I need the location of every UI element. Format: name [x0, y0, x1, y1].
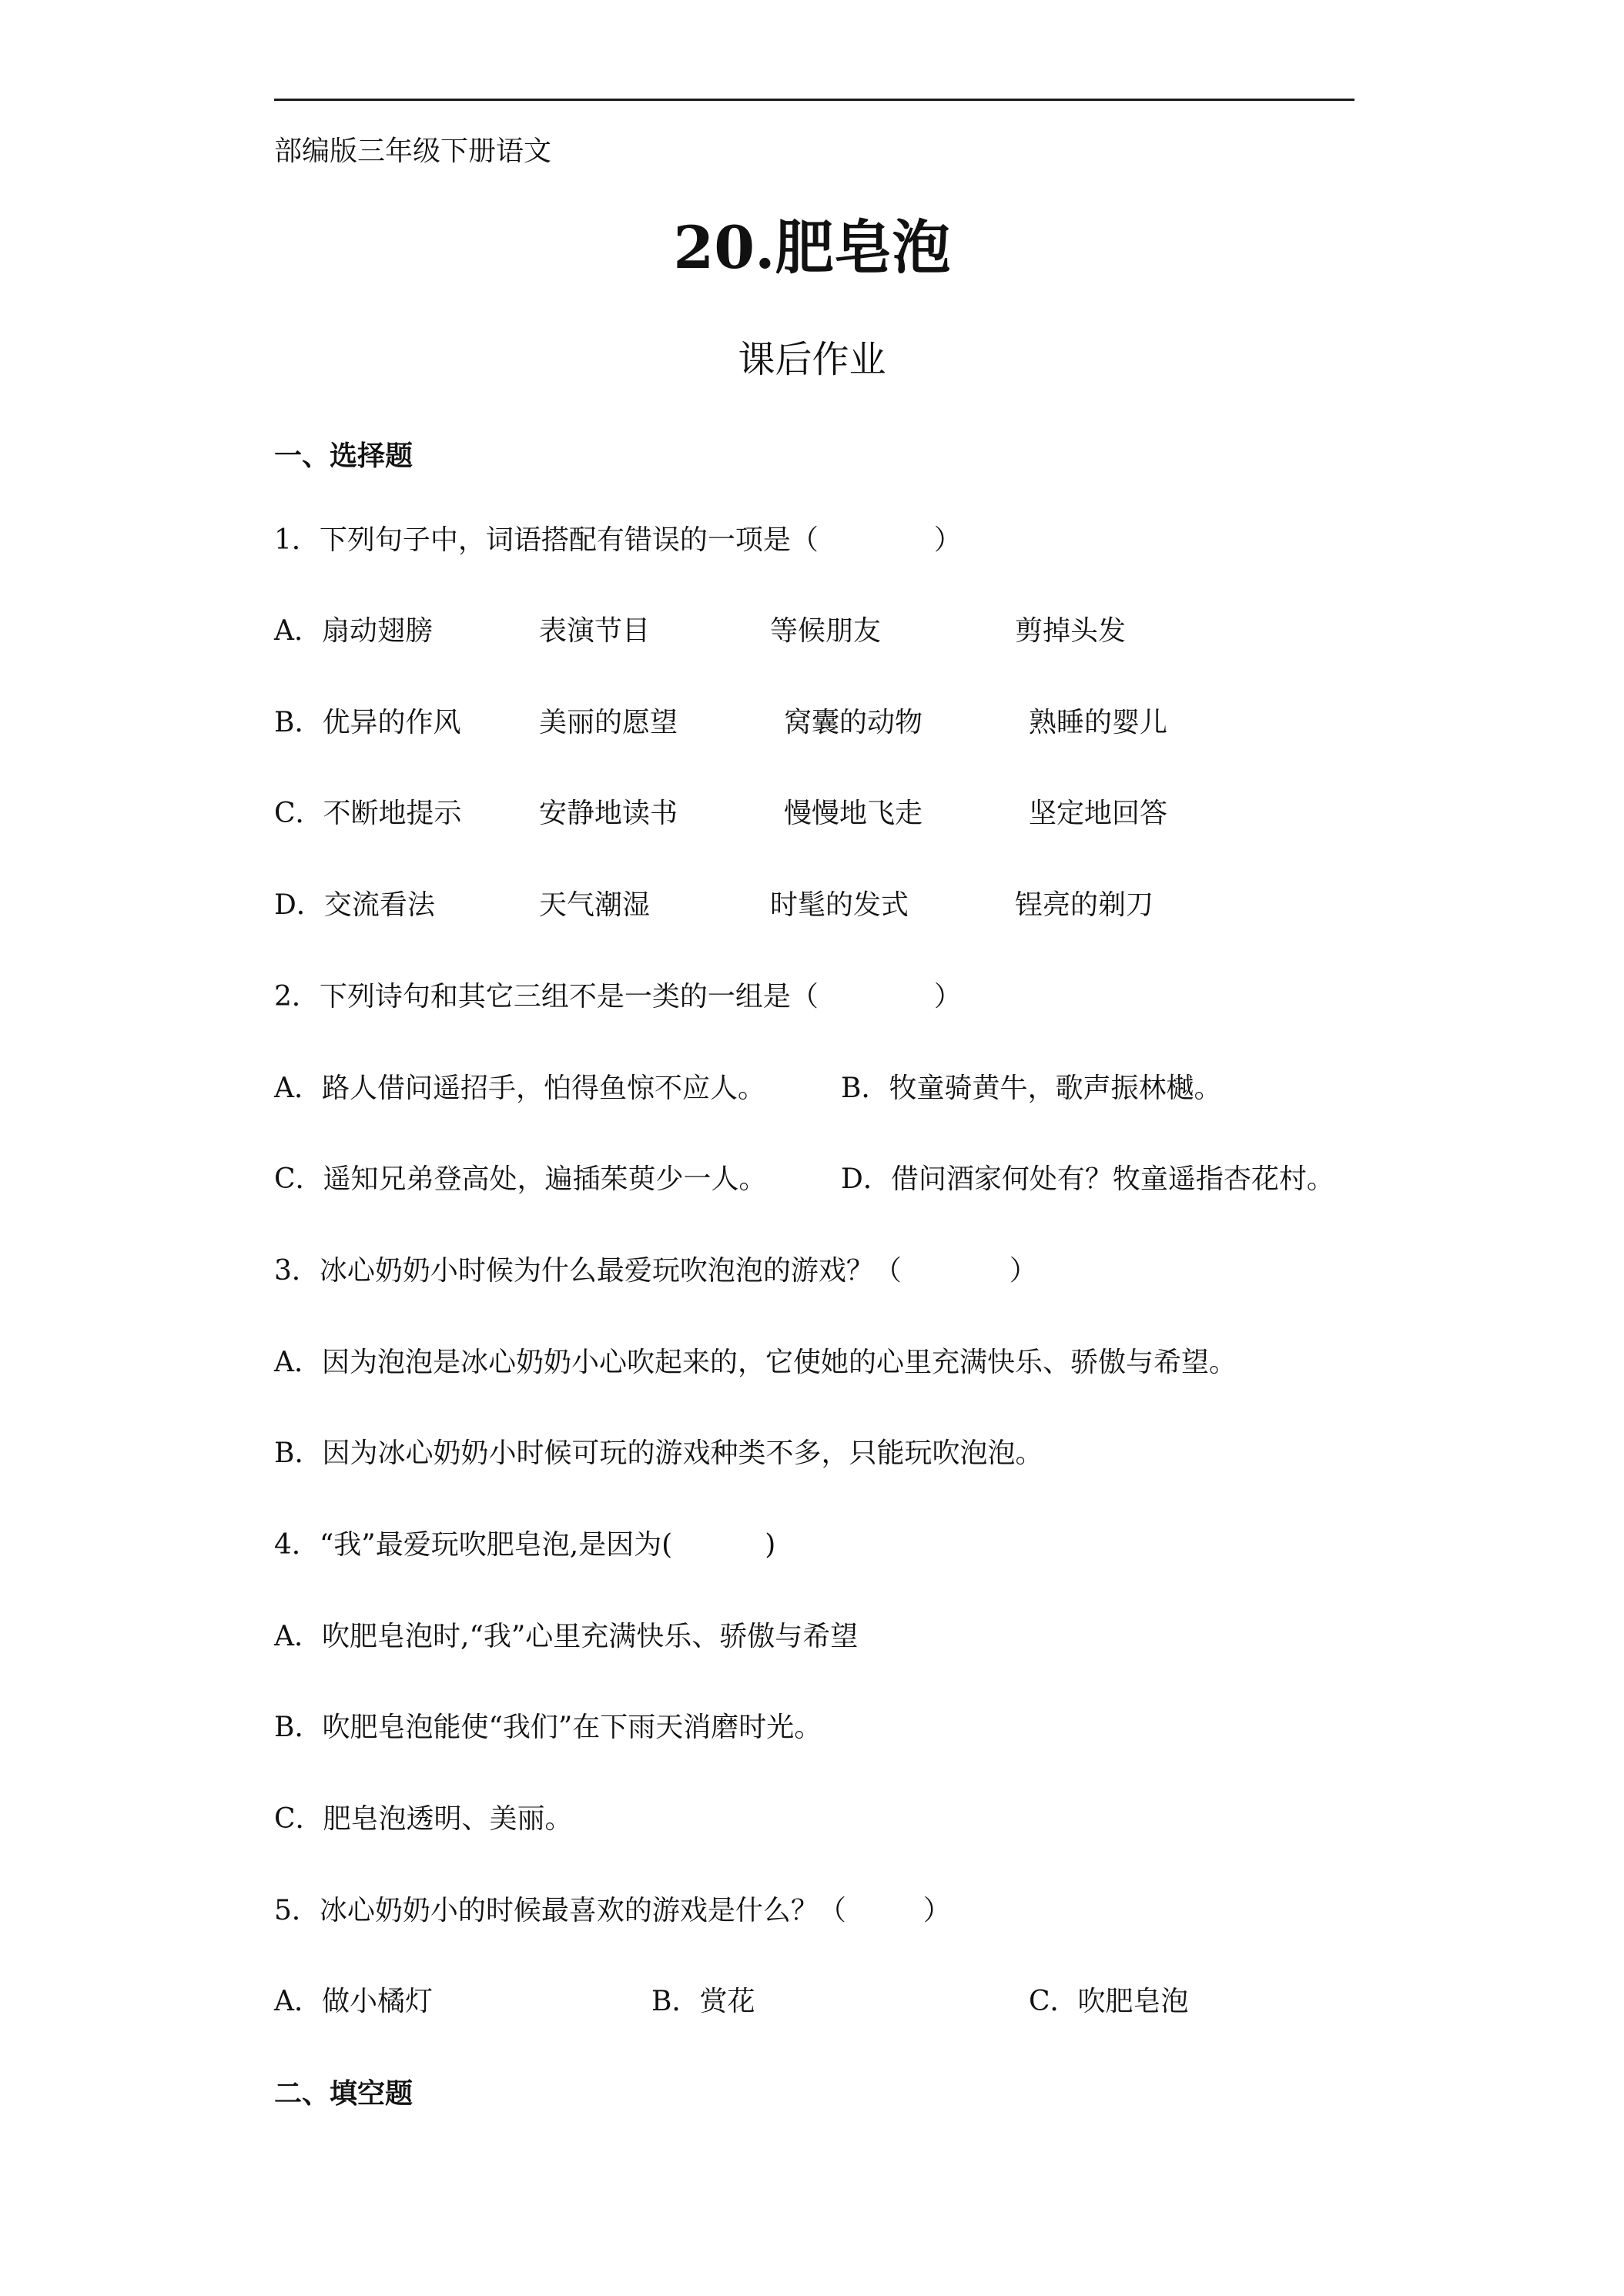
question-1-stem: 1．下列句子中，词语搭配有错误的一项是（ ）	[274, 524, 962, 556]
q1-option-c-label: C．不断地提示	[274, 798, 462, 829]
q1-option-a-word: 剪掉头发	[1015, 615, 1127, 647]
q1-option-a-label: A．扇动翅膀	[274, 615, 433, 647]
q4-option-b: B．吹肥皂泡能使“我们”在下雨天消磨时光。	[274, 1712, 822, 1743]
q1-option-a-word: 表演节目	[539, 615, 651, 647]
q1-option-b-word: 熟睡的婴儿	[1029, 707, 1168, 738]
header-rule	[274, 99, 1354, 101]
q2-option-b: B．牧童骑黄牛，歌声振林樾。	[841, 1073, 1222, 1104]
section-heading-choice: 一、选择题	[274, 440, 414, 472]
q1-option-b-word: 美丽的愿望	[539, 707, 678, 738]
q1-option-d-word: 时髦的发式	[770, 889, 909, 921]
q1-option-c-word: 坚定地回答	[1029, 798, 1168, 829]
q1-option-d-label: D．交流看法	[274, 889, 435, 921]
q1-option-b-label: B．优异的作风	[274, 707, 461, 738]
q2-option-d: D．借问酒家何处有？牧童遥指杏花村。	[841, 1163, 1334, 1195]
section-heading-fill: 二、填空题	[274, 2077, 414, 2110]
q3-option-a: A．因为泡泡是冰心奶奶小心吹起来的，它使她的心里充满快乐、骄傲与希望。	[274, 1347, 1237, 1378]
q5-option-b: B．赏花	[651, 1986, 755, 2017]
question-5-stem: 5．冰心奶奶小的时候最喜欢的游戏是什么？（ ）	[274, 1895, 951, 1926]
question-3-stem: 3．冰心奶奶小时候为什么最爱玩吹泡泡的游戏？（ ）	[274, 1255, 1037, 1287]
q1-option-c-word: 安静地读书	[539, 798, 678, 829]
q4-option-c: C．肥皂泡透明、美丽。	[274, 1803, 573, 1835]
q1-option-b-word: 窝囊的动物	[784, 707, 923, 738]
series-label: 部编版三年级下册语文	[274, 136, 552, 167]
q2-option-c: C．遥知兄弟登高处，遍插茱萸少一人。	[274, 1163, 767, 1195]
q4-option-a: A．吹肥皂泡时,“我”心里充满快乐、骄傲与希望	[274, 1621, 859, 1652]
q3-option-b: B．因为冰心奶奶小时候可玩的游戏种类不多，只能玩吹泡泡。	[274, 1438, 1043, 1469]
q5-option-c: C．吹肥皂泡	[1029, 1986, 1189, 2017]
q1-option-a-word: 等候朋友	[770, 615, 882, 647]
q1-option-d-word: 锃亮的剃刀	[1015, 889, 1154, 921]
q1-option-d-word: 天气潮湿	[539, 889, 651, 921]
q5-option-a: A．做小橘灯	[274, 1986, 433, 2017]
q2-option-a: A．路人借问遥招手，怕得鱼惊不应人。	[274, 1073, 765, 1104]
worksheet-subtitle: 课后作业	[738, 338, 886, 381]
q1-option-c-word: 慢慢地飞走	[784, 798, 923, 829]
question-2-stem: 2．下列诗句和其它三组不是一类的一组是（ ）	[274, 981, 962, 1012]
question-4-stem: 4．“我”最爱玩吹肥皂泡,是因为( )	[274, 1529, 776, 1561]
lesson-title: 20.肥皂泡	[673, 213, 951, 282]
